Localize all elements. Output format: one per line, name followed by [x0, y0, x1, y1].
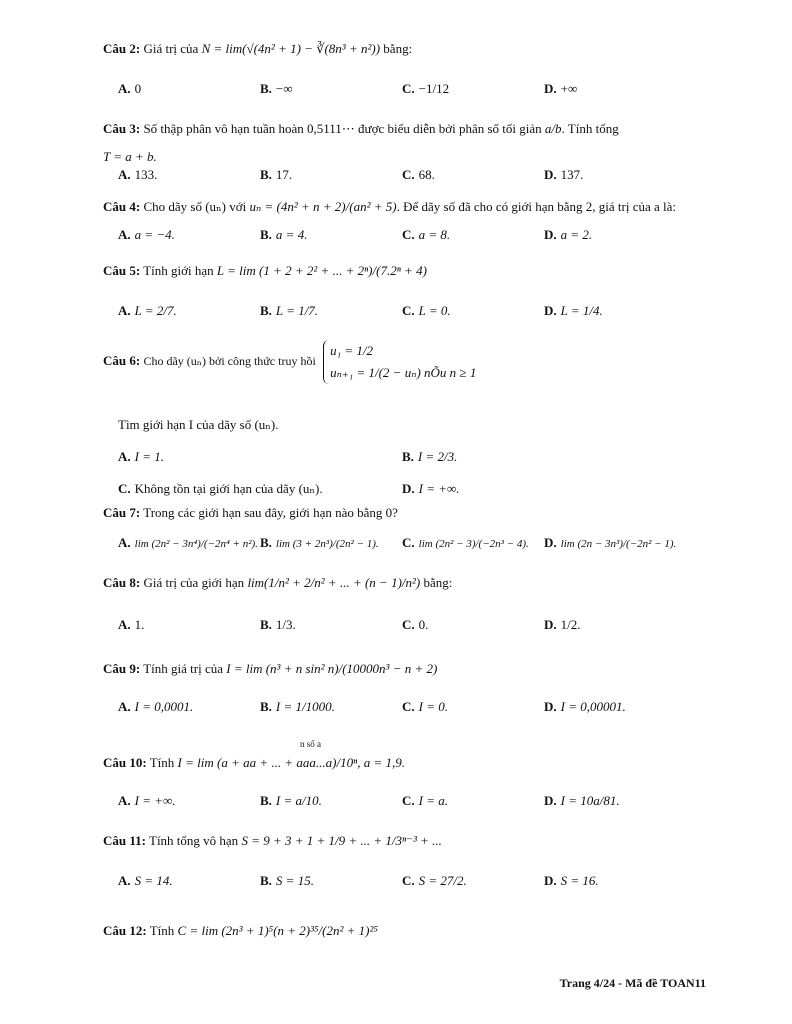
question-text: Tính giới hạn [143, 263, 214, 278]
option-b[interactable]: B. I = a/10. [260, 793, 322, 808]
option-b[interactable]: B. −∞ [260, 81, 293, 96]
question-text: Tính tổng vô hạn [149, 833, 239, 848]
question-text: Tính [149, 755, 175, 770]
option-b[interactable]: B. L = 1/7. [260, 303, 319, 318]
options-10 [118, 792, 738, 814]
question-label: Câu 9: [103, 661, 141, 676]
option-a[interactable]: A. 1. [118, 617, 145, 632]
option-b[interactable]: B. a = 4. [260, 227, 308, 242]
option-d[interactable]: D. lim (2n − 3n³)/(−2n² − 1). [544, 535, 677, 550]
option-a[interactable]: A. I = 0,0001. [118, 699, 194, 714]
option-d[interactable]: D. I = 0,00001. [544, 699, 626, 714]
question-text-post: . Tính tổng [561, 121, 619, 136]
question-expression: lim(1/n² + 2/n² + ... + (n − 1)/n²) [247, 575, 421, 590]
options-6-row2 [118, 480, 738, 502]
question-5 [103, 262, 712, 280]
question-label: Câu 7: [103, 505, 141, 520]
question-text: Cho dãy số (uₙ) với [143, 199, 247, 214]
question-text: Tính [149, 923, 175, 938]
question-label: Câu 5: [103, 263, 141, 278]
option-a[interactable]: A. L = 2/7. [118, 303, 177, 318]
question-label: Câu 10: [103, 755, 147, 770]
question-10 [103, 754, 712, 772]
recurrence-system [323, 340, 476, 384]
option-c[interactable]: C. I = a. [402, 793, 448, 808]
question-expression: S = 9 + 3 + 1 + 1/9 + ... + 1/3ⁿ⁻³ + ... [241, 833, 442, 848]
option-b[interactable]: B. lim (3 + 2n³)/(2n² − 1). [260, 535, 379, 550]
option-b[interactable]: B. S = 15. [260, 873, 314, 888]
question-12 [103, 922, 712, 940]
page-footer: Trang 4/24 - Mã đề TOAN11 [559, 976, 706, 990]
option-d[interactable]: D. 1/2. [544, 617, 581, 632]
question-text: Trong các giới hạn sau đây, giới hạn nào bằng 0? [143, 505, 398, 520]
question-text-post: bằng: [383, 41, 413, 56]
question-expression: L = lim (1 + 2 + 2² + ... + 2ⁿ)/(7.2ⁿ + 4) [216, 263, 427, 278]
question-expression: N = lim(√(4n² + 1) − ∛(8n³ + n²)) [201, 41, 381, 56]
question-text-post: bằng: [423, 575, 453, 590]
question-7 [103, 504, 712, 522]
option-a[interactable]: A. lim (2n² − 3n⁴)/(−2n⁴ + n²). [118, 535, 258, 550]
question-8 [103, 574, 712, 592]
question-6 [103, 340, 712, 384]
option-a[interactable]: A. I = 1. [118, 449, 164, 464]
option-a[interactable]: A. a = −4. [118, 227, 175, 242]
option-d[interactable]: D. I = 10a/81. [544, 793, 620, 808]
question-4 [103, 198, 712, 216]
options-9 [118, 698, 738, 720]
option-b[interactable]: B. I = 2/3. [402, 449, 458, 464]
option-d[interactable]: D. a = 2. [544, 227, 593, 242]
option-b[interactable]: B. I = 1/1000. [260, 699, 335, 714]
option-a[interactable]: A. 0 [118, 81, 142, 96]
option-d[interactable]: D. 137. [544, 167, 584, 182]
question-11 [103, 832, 712, 850]
recurrence-line-1: u₁ = 1/2 [330, 343, 373, 358]
question-3-line2: T = a + b. [103, 149, 157, 164]
option-c[interactable]: C. 68. [402, 167, 435, 182]
option-a[interactable]: A. S = 14. [118, 873, 173, 888]
option-c[interactable]: C. I = 0. [402, 699, 448, 714]
question-text: Cho dãy (uₙ) bởi công thức truy hồi [143, 353, 316, 368]
option-d[interactable]: D. L = 1/4. [544, 303, 603, 318]
question-expression: I = lim (n³ + n sin² n)/(10000n³ − n + 2) [226, 661, 438, 676]
recurrence-line-2: uₙ₊₁ = 1/(2 − uₙ) nÕu n ≥ 1 [330, 365, 477, 380]
question-text: Tính giá trị của [143, 661, 223, 676]
question-text: Giá trị của giới hạn [143, 575, 245, 590]
options-4 [118, 226, 738, 248]
option-c[interactable]: C. L = 0. [402, 303, 451, 318]
option-c[interactable]: C. a = 8. [402, 227, 451, 242]
options-3 [118, 166, 738, 188]
option-c[interactable]: C. lim (2n² − 3)/(−2n³ − 4). [402, 535, 529, 550]
option-b[interactable]: B. 17. [260, 167, 293, 182]
question-text: Giá trị của [143, 41, 199, 56]
option-a[interactable]: A. 133. [118, 167, 158, 182]
question-text-post: . Để dãy số đã cho có giới hạn bằng 2, giá trị của a là: [396, 199, 677, 214]
option-d[interactable]: D. +∞ [544, 81, 578, 96]
question-label: Câu 2: [103, 41, 141, 56]
option-c[interactable]: C. −1/12 [402, 81, 450, 96]
question-text: Số thập phân vô hạn tuần hoàn 0,5111⋯ được biểu diễn bởi phân số tối giản [143, 121, 542, 136]
question-expression: C = lim (2n³ + 1)⁵(n + 2)³⁵/(2n² + 1)²⁵ [177, 923, 378, 938]
option-d[interactable]: D. I = +∞. [402, 481, 460, 496]
option-c[interactable]: C. Không tồn tại giới hạn của dãy (uₙ). [118, 481, 323, 496]
option-d[interactable]: D. S = 16. [544, 873, 599, 888]
question-label: Câu 8: [103, 575, 141, 590]
options-7 [118, 534, 738, 556]
question-9 [103, 660, 712, 678]
question-label: Câu 12: [103, 923, 147, 938]
brace-annotation: n số a [300, 739, 321, 749]
options-8 [118, 616, 738, 638]
question-label: Câu 11: [103, 833, 146, 848]
option-a[interactable]: A. I = +∞. [118, 793, 176, 808]
options-11 [118, 872, 738, 894]
question-text-post: , a = 1,9. [357, 755, 405, 770]
question-expression: I = lim (a + aa + ... + aaa...a)/10ⁿ [177, 755, 358, 770]
option-c[interactable]: C. 0. [402, 617, 429, 632]
question-2 [103, 40, 712, 58]
question-label: Câu 6: [103, 352, 141, 368]
question-fraction: a/b [544, 121, 562, 136]
options-6-row1 [118, 448, 738, 470]
option-b[interactable]: B. 1/3. [260, 617, 296, 632]
question-6-line2: Tìm giới hạn I của dãy số (uₙ). [118, 417, 279, 432]
options-2 [118, 80, 738, 102]
option-c[interactable]: C. S = 27/2. [402, 873, 467, 888]
options-5 [118, 302, 738, 324]
question-3 [103, 120, 712, 138]
question-label: Câu 3: [103, 121, 141, 136]
question-expression: uₙ = (4n² + n + 2)/(an² + 5) [249, 199, 397, 214]
question-label: Câu 4: [103, 199, 141, 214]
